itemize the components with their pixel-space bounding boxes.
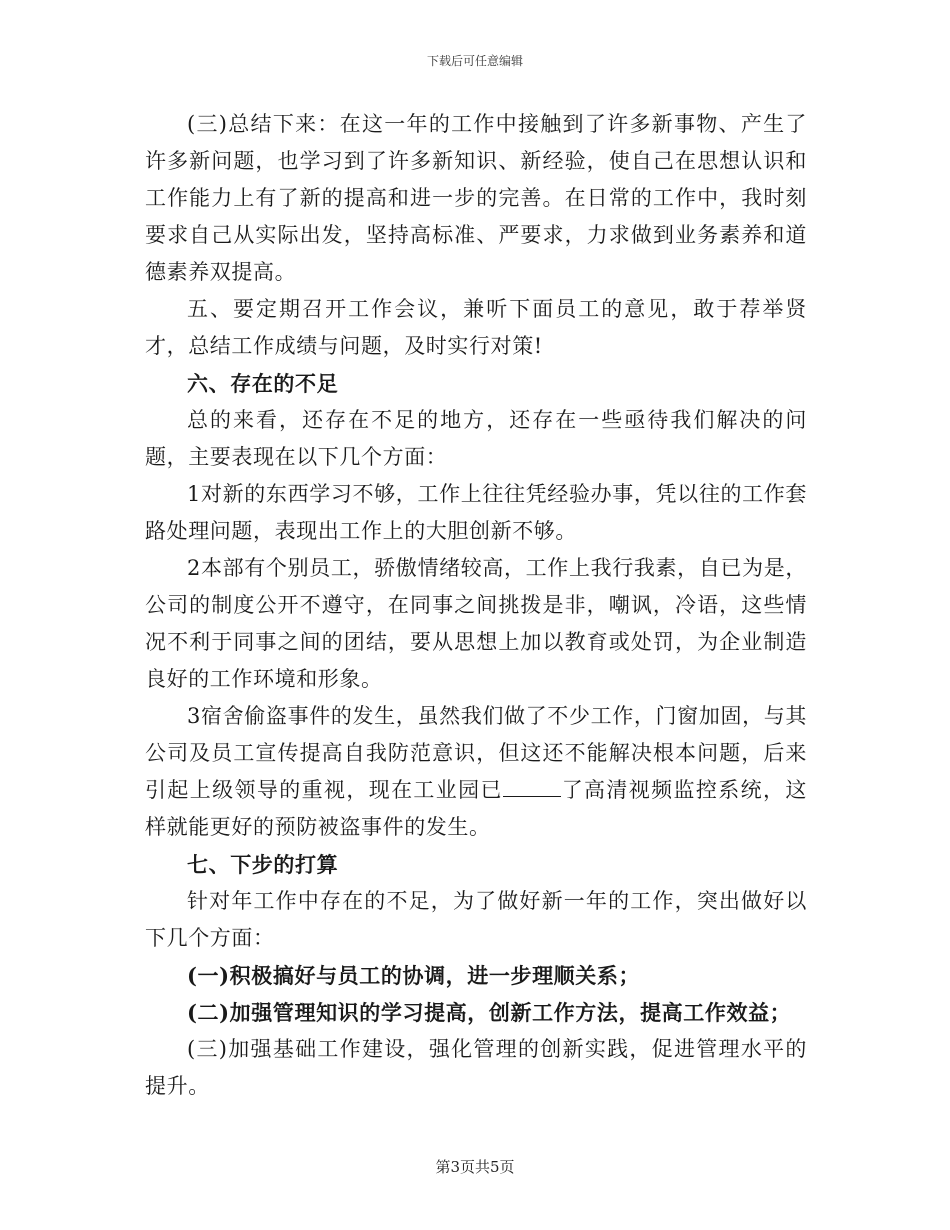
document-body bbox=[145, 106, 807, 1105]
section-heading-shortcomings: 六、存在的不足 bbox=[187, 371, 339, 396]
paragraph-point-3 bbox=[145, 698, 807, 846]
paragraph-point-2: 2本部有个别员工，骄傲情绪较高，工作上我行我素，自已为是，公司的制度公开不遵守，在同事之间挑拨是非，嘲讽，冷语，这些情况不利于同事之间的团结，要从思想上加以教育或处罚，为企业制造良好的工作环境和形象。 bbox=[145, 556, 807, 691]
plan-item-1: (一)积极搞好与员工的协调，进一步理顺关系； bbox=[187, 963, 641, 988]
plan-item-3: (三)加强基础工作建设，强化管理的创新实践，促进管理水平的提升。 bbox=[145, 1037, 807, 1098]
paragraph-item-five: 五、要定期召开工作会议，兼听下面员工的意见，敢于荐举贤才，总结工作成绩与问题，及时实行对策! bbox=[145, 297, 807, 358]
paragraph-point-3-after: 了高清视频监控系统，这样就能更好的预防被盗事件的发生。 bbox=[145, 778, 807, 839]
page-header: 下载后可任意编辑 bbox=[426, 54, 523, 68]
paragraph-overview: 总的来看，还存在不足的地方，还存在一些亟待我们解决的问题，主要表现在以下几个方面： bbox=[145, 408, 807, 469]
paragraph-summary: (三)总结下来：在这一年的工作中接触到了许多新事物、产生了许多新问题，也学习到了许多新知识、新经验，使自己在思想认识和工作能力上有了新的提高和进一步的完善。在日常的工作中，我时刻要求自己从实际出发，坚持高标准、严要求，力求做到业务素养和道德素养双提高。 bbox=[145, 112, 807, 284]
paragraph-plan-intro: 针对年工作中存在的不足，为了做好新一年的工作，突出做好以下几个方面： bbox=[145, 889, 807, 950]
page-footer: 第3页共5页 bbox=[435, 1158, 515, 1176]
paragraph-point-1: 1对新的东西学习不够，工作上往往凭经验办事，凭以往的工作套路处理问题，表现出工作上的大胆创新不够。 bbox=[145, 482, 807, 543]
paragraph-point-3-before: 3宿舍偷盗事件的发生，虽然我们做了不少工作，门窗加固，与其公司及员工宣传提高自我防范意识，但这还不能解决根本问题，后来引起上级领导的重视，现在工业园已 bbox=[145, 704, 807, 802]
plan-item-2: (二)加强管理知识的学习提高，创新工作方法，提高工作效益； bbox=[187, 1000, 792, 1025]
fill-in-blank bbox=[503, 778, 561, 797]
section-heading-next-steps: 七、下步的打算 bbox=[187, 852, 339, 877]
